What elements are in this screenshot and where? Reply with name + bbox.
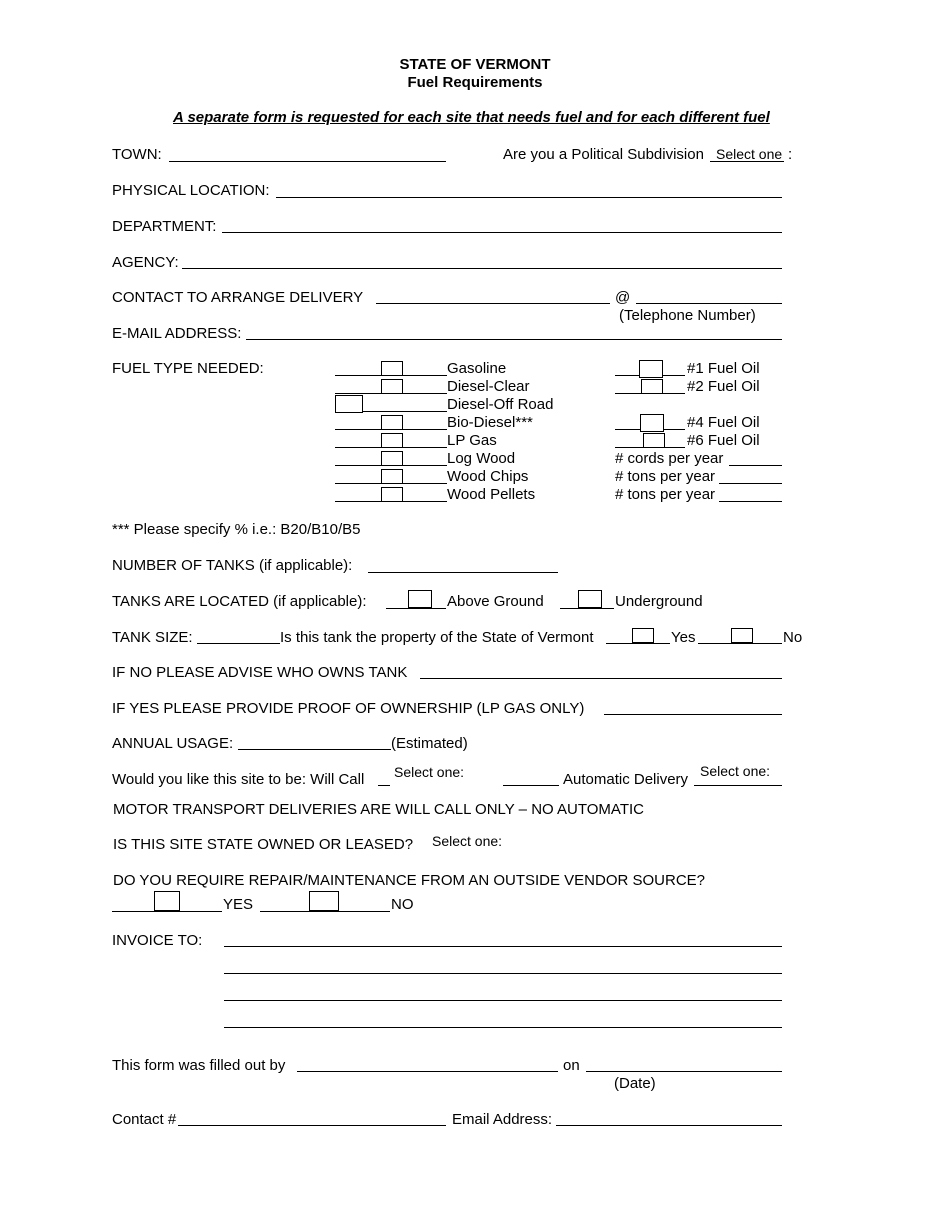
tank-property-no-checkbox[interactable]: [731, 628, 753, 643]
fuel-label-oil-2: #2 Fuel Oil: [687, 378, 760, 395]
fuel-label-oil-4: #4 Fuel Oil: [687, 414, 760, 431]
lp-gas-checkbox[interactable]: [381, 433, 403, 448]
repair-yes-label: YES: [223, 896, 254, 913]
footer-email-label: Email Address:: [452, 1111, 553, 1128]
colon: :: [788, 146, 793, 163]
physical-location-input[interactable]: [276, 197, 782, 198]
invoice-to-label: INVOICE TO:: [112, 932, 203, 949]
tons-per-year-label-2: # tons per year: [615, 486, 716, 503]
above-ground-checkbox[interactable]: [408, 590, 432, 608]
fuel-label-gasoline: Gasoline: [447, 360, 507, 377]
footer-email-input[interactable]: [556, 1125, 782, 1126]
tank-line: [606, 643, 670, 644]
on-label: on: [563, 1057, 580, 1074]
tanks-located-label: TANKS ARE LOCATED (if applicable):: [112, 593, 367, 610]
agency-label: AGENCY:: [112, 254, 179, 271]
fuel-oil-1-checkbox[interactable]: [639, 360, 663, 378]
annual-usage-label: ANNUAL USAGE:: [112, 735, 234, 752]
fuel-label-log-wood: Log Wood: [447, 450, 516, 467]
bio-diesel-checkbox[interactable]: [381, 415, 403, 430]
telephone-input[interactable]: [636, 303, 782, 304]
state-owned-select[interactable]: Select one:: [432, 833, 503, 849]
wood-pellets-checkbox[interactable]: [381, 487, 403, 502]
fuel-label-oil-6: #6 Fuel Oil: [687, 432, 760, 449]
log-wood-checkbox[interactable]: [381, 451, 403, 466]
invoice-input-2[interactable]: [224, 973, 782, 974]
tank-property-yes-checkbox[interactable]: [632, 628, 654, 643]
telephone-label: (Telephone Number): [619, 307, 756, 324]
will-call-line-2: [503, 785, 559, 786]
fuel-label-wood-chips: Wood Chips: [447, 468, 529, 485]
will-call-select[interactable]: Select one:: [394, 764, 465, 780]
number-of-tanks-label: NUMBER OF TANKS (if applicable):: [112, 557, 353, 574]
form-subtitle: Fuel Requirements: [407, 74, 543, 91]
repair-line: [112, 911, 222, 912]
diesel-clear-checkbox[interactable]: [381, 379, 403, 394]
fuel-label-oil-1: #1 Fuel Oil: [687, 360, 760, 377]
annual-usage-input[interactable]: [238, 749, 391, 750]
date-label: (Date): [614, 1075, 656, 1092]
tons-per-year-label-1: # tons per year: [615, 468, 716, 485]
repair-no-label: NO: [391, 896, 414, 913]
tank-property-label: Is this tank the property of the State of Vermont: [280, 629, 594, 646]
physical-location-label: PHYSICAL LOCATION:: [112, 182, 270, 199]
fuel-label-diesel-off-road: Diesel-Off Road: [447, 396, 554, 413]
state-owned-label: IS THIS SITE STATE OWNED OR LEASED?: [113, 836, 414, 853]
if-no-owner-label: IF NO PLEASE ADVISE WHO OWNS TANK: [112, 664, 408, 681]
above-ground-label: Above Ground: [447, 593, 544, 610]
automatic-delivery-select[interactable]: Select one:: [700, 763, 771, 779]
automatic-delivery-line: [694, 785, 782, 786]
underground-label: Underground: [615, 593, 703, 610]
invoice-input-3[interactable]: [224, 1000, 782, 1001]
tons-per-year-input-2[interactable]: [719, 501, 782, 502]
if-yes-proof-label: IF YES PLEASE PROVIDE PROOF OF OWNERSHIP (LP GAS ONLY): [112, 700, 585, 717]
cords-per-year-label: # cords per year: [615, 450, 724, 467]
tank-line: [560, 608, 614, 609]
filled-by-label: This form was filled out by: [112, 1057, 286, 1074]
department-label: DEPARTMENT:: [112, 218, 217, 235]
repair-no-checkbox[interactable]: [309, 891, 339, 911]
political-select-line: [710, 161, 784, 162]
town-input[interactable]: [169, 161, 446, 162]
fuel-oil-4-checkbox[interactable]: [640, 414, 664, 432]
fuel-label-lp-gas: LP Gas: [447, 432, 497, 449]
contact-delivery-input[interactable]: [376, 303, 610, 304]
form-notice: A separate form is requested for each site that needs fuel and for each different fuel: [173, 109, 770, 126]
contact-number-label: Contact #: [112, 1111, 177, 1128]
filled-by-input[interactable]: [297, 1071, 558, 1072]
fuel-label-diesel-clear: Diesel-Clear: [447, 378, 530, 395]
political-subdivision-select[interactable]: Select one: [716, 146, 783, 162]
fuel-label-bio-diesel: Bio-Diesel***: [447, 414, 533, 431]
fuel-oil-6-checkbox[interactable]: [643, 433, 665, 448]
fuel-oil-2-checkbox[interactable]: [641, 379, 663, 394]
town-label: TOWN:: [112, 146, 162, 163]
gasoline-checkbox[interactable]: [381, 361, 403, 376]
email-label: E-MAIL ADDRESS:: [112, 325, 242, 342]
underground-checkbox[interactable]: [578, 590, 602, 608]
email-input[interactable]: [246, 339, 782, 340]
repair-yes-checkbox[interactable]: [154, 891, 180, 911]
fuel-type-label: FUEL TYPE NEEDED:: [112, 360, 264, 377]
delivery-type-label: Would you like this site to be: Will Call: [112, 771, 365, 788]
contact-delivery-label: CONTACT TO ARRANGE DELIVERY: [112, 289, 364, 306]
diesel-off-road-checkbox[interactable]: [335, 395, 363, 413]
biodiesel-note: *** Please specify % i.e.: B20/B10/B5: [112, 521, 361, 538]
automatic-delivery-label: Automatic Delivery: [563, 771, 689, 788]
repair-maintenance-label: DO YOU REQUIRE REPAIR/MAINTENANCE FROM AN OUTSIDE VENDOR SOURCE?: [113, 872, 706, 889]
number-of-tanks-input[interactable]: [368, 572, 558, 573]
tank-line: [698, 643, 782, 644]
political-subdivision-label: Are you a Political Subdivision: [503, 146, 704, 163]
tank-size-label: TANK SIZE:: [112, 629, 193, 646]
tank-size-input[interactable]: [197, 643, 280, 644]
fuel-label-wood-pellets: Wood Pellets: [447, 486, 536, 503]
agency-input[interactable]: [182, 268, 782, 269]
tank-property-yes-label: Yes: [671, 629, 696, 646]
form-title: STATE OF VERMONT: [399, 56, 551, 73]
department-input[interactable]: [222, 232, 782, 233]
tank-property-no-label: No: [783, 629, 803, 646]
date-input[interactable]: [586, 1071, 782, 1072]
if-no-owner-input[interactable]: [420, 678, 782, 679]
if-yes-proof-input[interactable]: [604, 714, 782, 715]
motor-transport-note: MOTOR TRANSPORT DELIVERIES ARE WILL CALL ONLY – NO AUTOMATIC: [113, 801, 644, 818]
at-sign: @: [615, 289, 631, 306]
invoice-input-1[interactable]: [224, 946, 782, 947]
wood-chips-checkbox[interactable]: [381, 469, 403, 484]
tank-line: [386, 608, 446, 609]
tons-per-year-input-1[interactable]: [719, 483, 782, 484]
repair-line: [260, 911, 390, 912]
annual-usage-estimated: (Estimated): [391, 735, 468, 752]
contact-number-input[interactable]: [178, 1125, 446, 1126]
cords-per-year-input[interactable]: [729, 465, 782, 466]
will-call-line: [378, 785, 390, 786]
invoice-input-4[interactable]: [224, 1027, 782, 1028]
